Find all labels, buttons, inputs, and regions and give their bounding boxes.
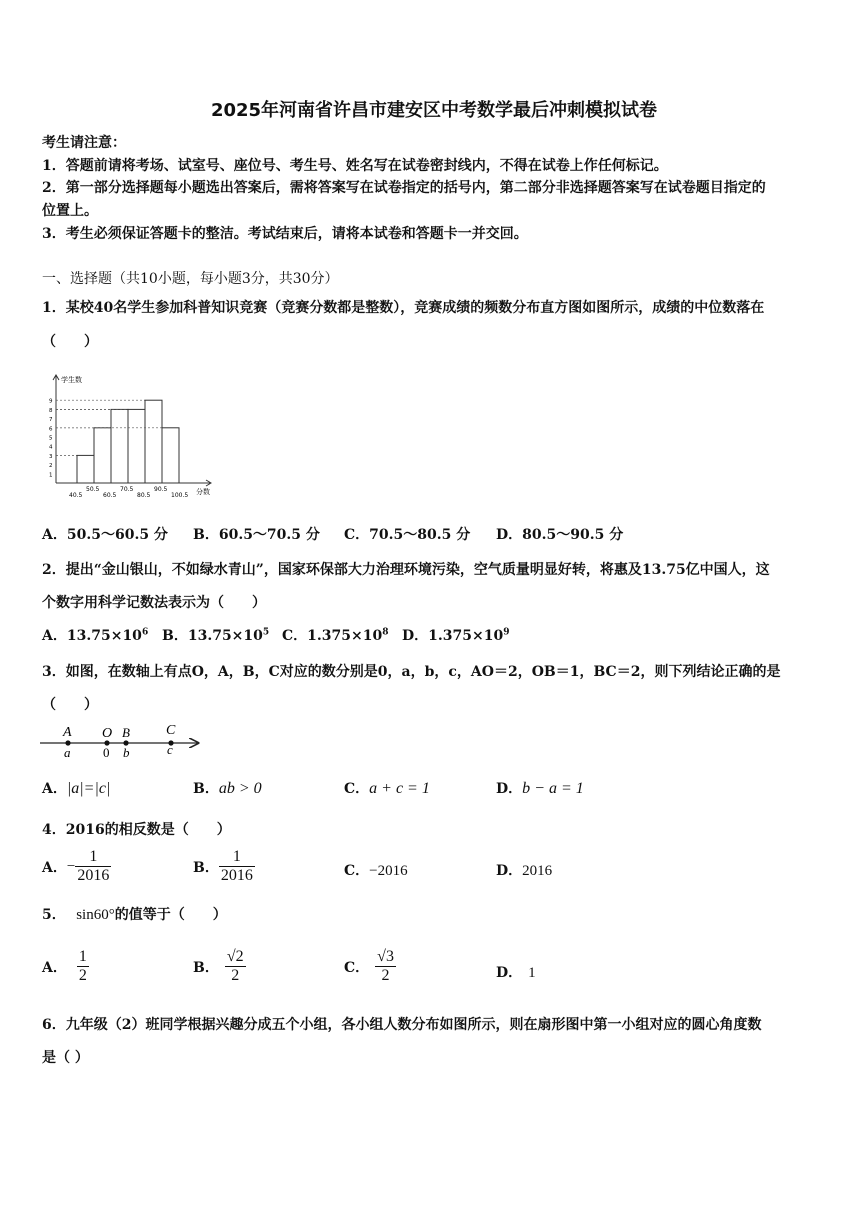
- q6-stem-cont: 是（ ）: [42, 1050, 89, 1066]
- point-b-label: B: [122, 725, 130, 740]
- q5-option-c-numerator: √3: [375, 948, 396, 967]
- q5-expression: sin60°: [76, 907, 115, 923]
- y-tick-label: 4: [49, 444, 53, 451]
- y-tick-label: 1: [49, 472, 53, 479]
- q4-option-d-value: 2016: [522, 863, 553, 879]
- q3-option-d-expr: b − a = 1: [522, 780, 584, 797]
- q4-option-a-sign: −: [66, 858, 76, 875]
- q3-option-a-expr: |a|=|c|: [66, 780, 111, 797]
- point-c-label: C: [166, 723, 176, 738]
- q1-option-a: A．50.5～60.5 分: [42, 527, 168, 543]
- x-axis-label: 分数: [196, 488, 210, 496]
- q5-option-d: [496, 962, 536, 982]
- value-b-label: b: [123, 745, 130, 760]
- q4-option-b-denominator: 2016: [220, 867, 253, 885]
- q5-option-c-label: C．: [344, 959, 370, 976]
- q5-option-b-numerator: √2: [225, 948, 246, 967]
- value-a-label: a: [64, 745, 71, 760]
- q2-option-b-base: 13.75×10: [187, 628, 263, 644]
- q4-option-a-denominator: 2016: [77, 867, 110, 885]
- q4-option-b-fraction: [219, 848, 255, 886]
- section-heading: 一、选择题（共10小题，每小题3分，共30分）: [42, 271, 339, 287]
- q4-option-c-label: C．: [344, 863, 370, 879]
- q1-stem: 1．某校40名学生参加科普知识竞赛（竞赛分数都是整数），竞赛成绩的频数分布直方图如图所示，成绩的中位数落在: [42, 300, 765, 316]
- q5-option-a: [42, 948, 89, 986]
- q4-option-a-label: A．: [42, 859, 67, 876]
- q4-option-d-label: D．: [496, 863, 523, 879]
- histogram-bar: [128, 409, 145, 483]
- q5-option-a-fraction: [77, 948, 89, 986]
- q2-option-d-exp: 9: [503, 627, 510, 638]
- q5-option-b: [193, 948, 246, 986]
- q5-option-a-label: A．: [42, 959, 67, 976]
- notice-item-2-cont: 位置上。: [42, 203, 98, 219]
- q3-option-c-label: C．: [344, 781, 370, 797]
- y-tick-label: 5: [49, 435, 53, 442]
- x-tick-label: 90.5: [154, 486, 168, 493]
- page-title: 2025年河南省许昌市建安区中考数学最后冲刺模拟试卷: [210, 100, 658, 121]
- q4-option-c: [344, 860, 408, 880]
- q4-option-d: [496, 860, 552, 880]
- x-tick-label: 100.5: [171, 492, 189, 499]
- q1-option-c: C．70.5～80.5 分: [344, 527, 471, 543]
- q2-option-a-exp: 6: [141, 627, 149, 638]
- q2-option-d-base: 1.375×10: [428, 628, 504, 644]
- histogram-bar: [111, 409, 128, 483]
- q5-option-b-denominator: 2: [231, 967, 240, 985]
- number-line: [38, 720, 208, 760]
- q6-stem: 6．九年级（2）班同学根据兴趣分成五个小组，各小组人数分布如图所示，则在扇形图中第一小组对应的圆心角度数: [42, 1017, 762, 1033]
- q3-option-d-label: D．: [496, 781, 523, 797]
- q3-option-c-expr: a + c = 1: [369, 780, 430, 797]
- notice-item-3: 3．考生必须保证答题卡的整洁。考试结束后，请将本试卷和答题卡一并交回。: [42, 226, 528, 242]
- q5-number: 5．: [42, 907, 66, 923]
- q3-option-c: [344, 778, 430, 798]
- q3-option-b: [193, 778, 262, 798]
- point-a-label: A: [63, 725, 72, 740]
- q3-option-a-label: A．: [42, 781, 67, 797]
- q5-option-a-numerator: 1: [77, 948, 89, 967]
- q4-option-a-fraction: [75, 848, 111, 886]
- q4-option-c-value: −2016: [369, 863, 408, 879]
- q4-stem: 4．2016的相反数是（ ）: [42, 822, 231, 838]
- notice-heading: 考生请注意：: [42, 135, 126, 151]
- y-tick-label: 2: [49, 463, 53, 470]
- q1-option-d: D．80.5～90.5 分: [496, 527, 624, 543]
- q4-option-b-numerator: 1: [219, 848, 255, 867]
- q5-option-c-denominator: 2: [381, 967, 390, 985]
- histogram-bar: [162, 428, 179, 483]
- q3-bracket: （ ）: [42, 697, 98, 713]
- y-tick-label: 3: [49, 453, 53, 460]
- x-tick-label: 60.5: [103, 492, 117, 499]
- notice-item-1: 1．答题前请将考场、试室号、座位号、考生号、姓名写在试卷密封线内，不得在试卷上作任何标记。: [42, 158, 668, 174]
- y-tick-label: 6: [49, 426, 53, 433]
- q2-option-c-base: 1.375×10: [307, 628, 383, 644]
- q2-option-a: [42, 625, 148, 645]
- q1-bracket: （ ）: [42, 334, 98, 350]
- y-axis-label: 学生数: [61, 376, 82, 384]
- q2-option-d: [402, 625, 509, 645]
- value-c-label: c: [167, 742, 173, 757]
- q3-option-b-label: B．: [193, 781, 219, 797]
- x-tick-label: 50.5: [86, 486, 100, 493]
- q5-option-c-fraction: [375, 948, 396, 986]
- q2-option-b-label: B．: [162, 628, 188, 644]
- q2-option-c-exp: 8: [382, 627, 389, 638]
- q2-option-a-label: A．: [42, 628, 67, 644]
- q3-option-d: [496, 778, 584, 798]
- y-tick-label: 9: [49, 398, 53, 405]
- q2-option-c-label: C．: [282, 628, 308, 644]
- x-tick-label: 80.5: [137, 492, 151, 499]
- q5-option-b-fraction: [225, 948, 246, 986]
- q5-option-b-label: B．: [193, 959, 219, 976]
- q2-option-b: [162, 625, 269, 645]
- q5-option-d-label: D．: [496, 965, 523, 981]
- q3-option-b-expr: ab > 0: [218, 780, 262, 797]
- q2-option-b-exp: 5: [262, 627, 270, 638]
- y-tick-label: 8: [49, 407, 53, 414]
- q2-option-c: [282, 625, 388, 645]
- q4-option-b-label: B．: [193, 859, 219, 876]
- histogram-bar: [145, 400, 162, 483]
- q4-option-a-numerator: 1: [75, 848, 111, 867]
- notice-item-2: 2．第一部分选择题每小题选出答案后，需将答案写在试卷指定的括号内，第二部分非选择题答案写在试卷题目指定的: [42, 180, 766, 196]
- q1-option-b: B．60.5～70.5 分: [193, 527, 320, 543]
- q2-stem: 2．提出“金山银山，不如绿水青山”，国家环保部大力治理环境污染，空气质量明显好转，将惠及13.75亿中国人，这: [42, 562, 770, 578]
- q5-stem: [42, 904, 227, 924]
- y-tick-label: 7: [49, 417, 53, 424]
- q5-option-d-value: 1: [528, 965, 536, 981]
- histogram-chart: [40, 370, 220, 502]
- x-tick-label: 40.5: [69, 492, 83, 499]
- q2-stem-cont: 个数字用科学记数法表示为（ ）: [42, 595, 266, 611]
- q4-option-a: [42, 848, 111, 886]
- q5-option-c: [344, 948, 396, 986]
- q5-stem-text: 的值等于（ ）: [114, 907, 227, 923]
- q3-option-a: [42, 778, 110, 798]
- histogram-bar: [77, 455, 94, 483]
- x-tick-label: 70.5: [120, 486, 134, 493]
- q2-option-d-label: D．: [402, 628, 429, 644]
- q3-stem: 3．如图，在数轴上有点O，A，B，C对应的数分别是0，a，b，c，AO＝2，OB＝1，BC＝2，则下列结论正确的是: [42, 664, 781, 680]
- point-o-label: O: [102, 726, 113, 741]
- q4-option-b: [193, 848, 255, 886]
- q2-option-a-base: 13.75×10: [66, 628, 142, 644]
- q5-option-a-denominator: 2: [78, 967, 87, 985]
- value-o-label: 0: [103, 745, 110, 760]
- histogram-bar: [94, 428, 111, 483]
